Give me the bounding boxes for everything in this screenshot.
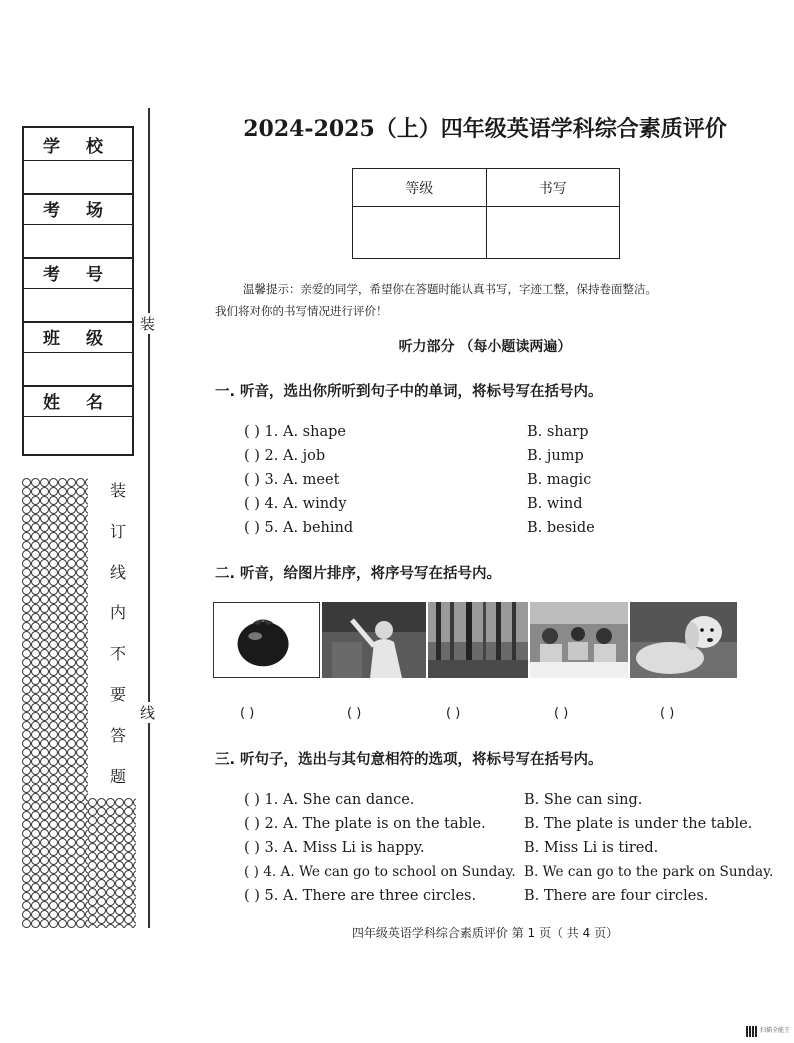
list-item: [244, 888, 764, 912]
notice-char: 不: [109, 644, 126, 664]
grade-table: [352, 168, 620, 259]
class-label: 班 级: [24, 320, 132, 353]
picture-order-blank-1[interactable]: ( ): [240, 706, 255, 721]
qr-code-icon: [746, 1026, 757, 1037]
option-b: B. wind: [527, 496, 583, 512]
notice-char: 内: [109, 603, 126, 623]
school-label: 学 校: [24, 128, 132, 161]
option-b: B. sharp: [527, 424, 589, 440]
tip-text: [215, 278, 763, 322]
teacher-image: [322, 602, 426, 678]
list-item: [244, 816, 764, 840]
option-a: ( ) 1. A. shape: [244, 424, 346, 440]
writing-header: 书写: [486, 169, 620, 207]
writing-cell[interactable]: [486, 207, 620, 259]
option-b: B. magic: [527, 472, 592, 488]
tip-line-1: 温馨提示：亲爱的同学，希望你在答题时能认真书写，字迹工整，保持卷面整洁。: [243, 282, 657, 296]
list-item: [244, 792, 764, 816]
page-title: 2024-2025（上）四年级英语学科综合素质评价: [243, 116, 727, 142]
forest-image: [428, 602, 528, 678]
section2-heading: 二. 听音，给图片排序，将序号写在括号内。: [215, 566, 502, 582]
page-footer: 四年级英语学科综合素质评价 第 1 页（ 共 4 页）: [351, 926, 619, 940]
school-row: [24, 128, 132, 195]
option-a: ( ) 4. A. We can go to school on Sunday.: [244, 864, 516, 880]
notice-char: 要: [109, 684, 126, 704]
watermark-text: 扫描全能王: [760, 1027, 791, 1034]
notice-char: 答: [109, 725, 126, 745]
list-item: [244, 424, 764, 448]
name-row: [24, 384, 132, 457]
hexagon-pattern-lower: [88, 798, 136, 928]
option-b: B. There are four circles.: [524, 888, 709, 904]
list-item: [244, 864, 774, 888]
tomato-image: [213, 602, 320, 678]
exam-room-row: [24, 192, 132, 259]
section3-list: [244, 792, 774, 912]
option-a: ( ) 5. A. There are three circles.: [244, 888, 477, 904]
name-field[interactable]: [24, 417, 132, 457]
option-a: ( ) 4. A. windy: [244, 496, 347, 512]
list-item: [244, 840, 764, 864]
exam-number-row: [24, 256, 132, 323]
notice-char: 订: [109, 521, 126, 541]
option-a: ( ) 3. A. Miss Li is happy.: [244, 840, 425, 856]
notice-char: 题: [109, 766, 126, 786]
option-a: ( ) 2. A. The plate is on the table.: [244, 816, 486, 832]
class-row: [24, 320, 132, 387]
binding-char-top: 装: [140, 315, 156, 333]
hexagon-pattern: [22, 478, 88, 928]
classroom-image: [530, 602, 628, 678]
option-a: ( ) 5. A. behind: [244, 520, 354, 536]
option-b: B. Miss Li is tired.: [524, 840, 659, 856]
exam-number-label: 考 号: [24, 256, 132, 289]
option-b: B. beside: [527, 520, 595, 536]
option-a: ( ) 3. A. meet: [244, 472, 340, 488]
name-label: 姓 名: [24, 384, 132, 417]
school-field[interactable]: [24, 161, 132, 195]
binding-notice: [104, 478, 132, 804]
grade-cell[interactable]: [353, 207, 487, 259]
class-field[interactable]: [24, 353, 132, 387]
notice-char: 线: [109, 562, 126, 582]
picture-order-blank-3[interactable]: ( ): [446, 706, 461, 721]
option-a: ( ) 1. A. She can dance.: [244, 792, 415, 808]
section1-list: [244, 424, 764, 536]
listening-heading: 听力部分 （每小题读两遍）: [398, 339, 572, 355]
binding-line: [148, 108, 150, 928]
exam-number-field[interactable]: [24, 289, 132, 323]
notice-char: 装: [109, 481, 126, 500]
option-a: ( ) 2. A. job: [244, 448, 326, 464]
section1-heading: 一. 听音，选出你所听到句子中的单词，将标号写在括号内。: [215, 384, 603, 400]
picture-order-blank-2[interactable]: ( ): [347, 706, 362, 721]
option-b: B. She can sing.: [524, 792, 643, 808]
tip-line-2: 我们将对你的书写情况进行评价！: [215, 304, 388, 318]
option-b: B. jump: [527, 448, 584, 464]
grade-header: 等级: [353, 169, 487, 207]
picture-order-blank-4[interactable]: ( ): [554, 706, 569, 721]
student-info-box: [22, 126, 134, 456]
picture-order-blank-5[interactable]: ( ): [660, 706, 675, 721]
exam-room-label: 考 场: [24, 192, 132, 225]
exam-room-field[interactable]: [24, 225, 132, 259]
dog-image: [630, 602, 737, 678]
option-b: B. We can go to the park on Sunday.: [524, 864, 774, 880]
section3-heading: 三. 听句子，选出与其句意相符的选项，将标号写在括号内。: [215, 752, 603, 768]
option-b: B. The plate is under the table.: [524, 816, 753, 832]
binding-char-bottom: 线: [140, 704, 156, 722]
